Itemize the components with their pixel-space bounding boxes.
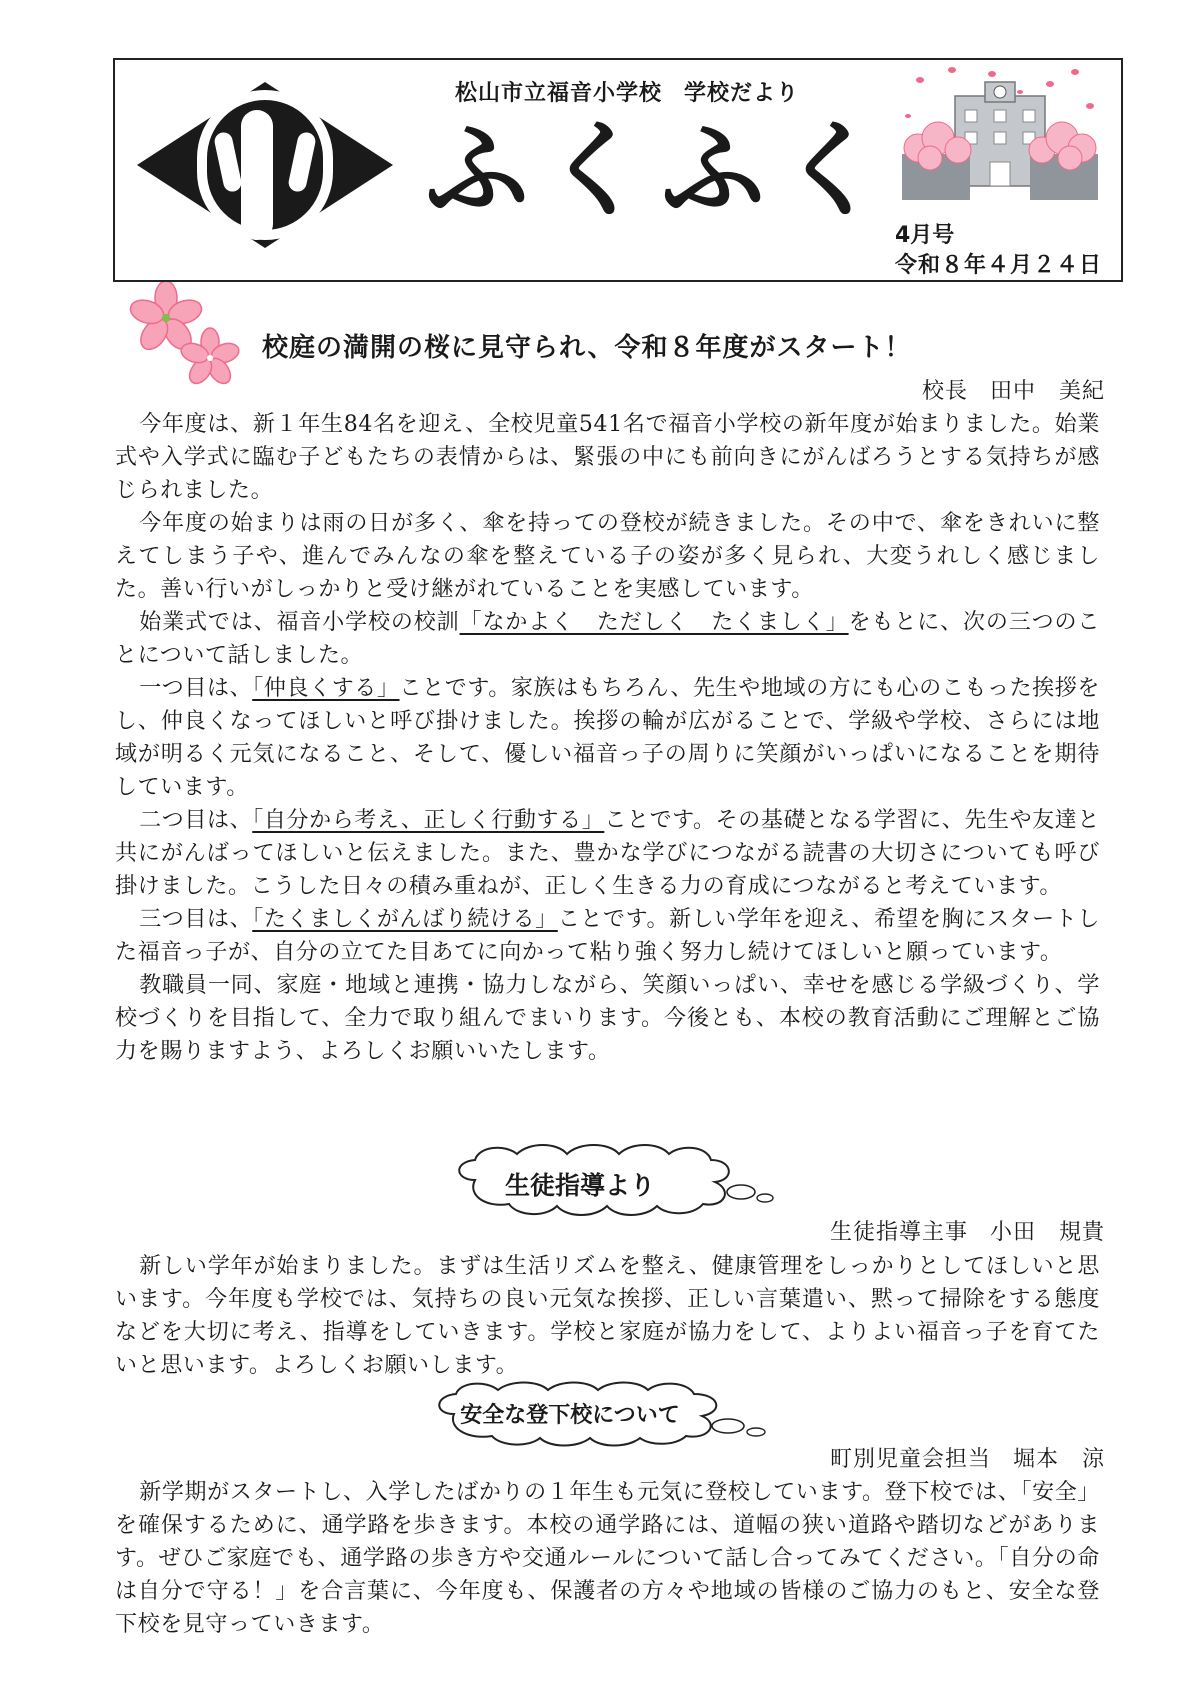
paragraph [115,903,1100,969]
newsletter-title: ふくふく [425,109,898,231]
article1-headline: 校庭の満開の桜に見守られ、令和８年度がスタート！ [262,333,912,363]
issue-date: 令和８年４月２４日 [895,253,1103,278]
author-title: 町別児童会担当 [829,1447,991,1472]
section-heading-cloud [430,1378,790,1448]
author-name: 田中 美紀 [989,379,1105,404]
school-emblem-icon [135,80,395,250]
text-run: 二つ目は、 [139,808,253,833]
author-name: 堀本 涼 [1012,1447,1105,1472]
paragraph: 教職員一同、家庭・地域と連携・協力しながら、笑顔いっぱい、幸せを感じる学級づくり、学校づくりを目指して、全力で取り組んでまいります。今後とも、本校の教育活動にご理解とご協力を賜りますよう、よろしくお願いいたします。 [115,973,1100,1064]
paragraph: 新学期がスタートし、入学したばかりの１年生も元気に登校しています。登下校では、「安全」を確保するために、通学路を歩きます。本校の通学路には、道幅の狭い道路や踏切などがあります。ぜひご家庭でも、通学路の歩き方や交通ルールについて話し合ってみてください。「自分の命は自分で守る！」を合言葉に、今年度も、保護者の方々や地域の皆様のご協力のもと、安全な登下校を見守っていきます。 [115,1480,1100,1637]
paragraph: 新しい学年が始まりました。まずは生活リズムを整え、健康管理をしっかりとしてほしいと思います。今年度も学校では、気持ちの良い元気な挨拶、正しい言葉遣い、黙って掃除をする態度などを大切に考え、指導をしていきます。学校と家庭が協力をして、よりよい福音っ子を育てたいと思います。よろしくお願いします。 [115,1254,1100,1378]
text-run: 一つ目は、 [139,676,253,701]
article2-body [115,1250,1100,1382]
paragraph: 今年度は、新１年生84名を迎え、全校児童541名で福音小学校の新年度が始まりました。始業式や入学式に臨む子どもたちの表情からは、緊張の中にも前向きにがんばろうとする気持ちが感じられました。 [115,412,1100,503]
key-phrase: 「自分から考え、正しく行動する」 [252,808,605,833]
paragraph [115,672,1100,804]
article1-body [115,408,1100,1068]
author-name: 小田 規貴 [989,1220,1105,1245]
paragraph [115,804,1100,903]
school-building-icon [900,66,1100,206]
school-motto: 「なかよく ただしく たくましく」 [459,610,849,635]
school-name-text: 松山市立福音小学校 [455,81,663,106]
issue-number: 4月号 [895,223,955,248]
section-heading-cloud [445,1140,780,1220]
text-run: をもとに、次の三つのことについて話しました。 [115,610,1101,668]
key-phrase: 「仲良くする」 [252,676,400,701]
text-run: 始業式では、福音小学校の校訓 [139,610,460,635]
newsletter-label: 学校だより [684,81,800,106]
paragraph [115,606,1100,672]
section-heading: 安全な登下校について [460,1403,680,1428]
article2-author [830,1215,1105,1246]
author-title: 生徒指導主事 [829,1220,968,1245]
school-name [455,76,821,107]
newsletter-header [113,58,1123,282]
text-run: ことです。新しい学年を迎え、希望を胸にスタートした福音っ子が、自分の立てた目あてに向かって粘り強く努力し続けてほしいと願っています。 [115,907,1100,965]
text-run: 三つ目は、 [139,907,253,932]
article3-body [115,1476,1100,1641]
key-phrase: 「たくましくがんばり続ける」 [252,907,558,932]
section-heading: 生徒指導より [504,1171,655,1200]
text-run: ことです。家族はもちろん、先生や地域の方にも心のこもった挨拶をし、仲良くなってほしいと呼び掛けました。挨拶の輪が広がることで、学級や学校、さらには地域が明るく元気になること、そして、優しい福音っ子の周りに笑顔がいっぱいになることを期待しています。 [115,676,1100,800]
paragraph: 今年度の始まりは雨の日が多く、傘を持っての登校が続きました。その中で、傘をきれいに整えてしまう子や、進んでみんなの傘を整えている子の姿が多く見られ、大変うれしく感じました。善い行いがしっかりと受け継がれていることを実感しています。 [115,511,1100,602]
article1-author [922,374,1105,405]
author-title: 校長 [921,379,968,404]
text-run: ことです。その基礎となる学習に、先生や友達と共にがんばってほしいと伝えました。また、豊かな学びにつながる読書の大切さについても呼び掛けました。こうした日々の積み重ねが、正しく生きる力の育成につながると考えています。 [115,808,1100,899]
article3-author [830,1442,1105,1473]
sakura-flower-icon [128,282,248,394]
